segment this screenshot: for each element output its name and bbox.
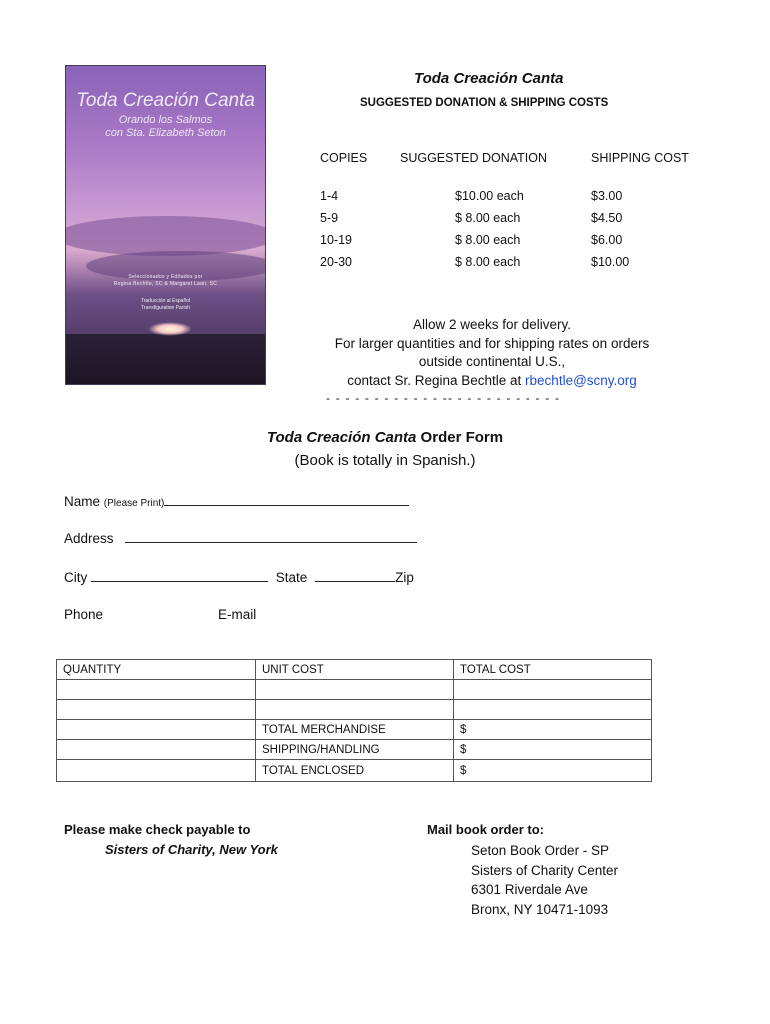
delivery-notes <box>280 316 704 390</box>
total-enclosed-value[interactable]: $ <box>454 760 652 782</box>
city-state-zip-field <box>64 569 414 585</box>
address-line: Bronx, NY 10471-1093 <box>471 901 609 917</box>
payment-payee: Sisters of Charity, New York <box>105 842 278 857</box>
col-header-shipping: SHIPPING COST <box>591 151 689 165</box>
header-unit-cost: UNIT COST <box>256 660 454 680</box>
shipping-handling-label: SHIPPING/HANDLING <box>256 740 454 760</box>
cover-translation <box>66 298 265 312</box>
quantity-cell[interactable] <box>57 760 256 782</box>
email-label: E-mail <box>218 607 257 622</box>
pricing-subtitle: SUGGESTED DONATION & SHIPPING COSTS <box>360 97 609 109</box>
cover-landscape <box>66 334 265 384</box>
city-input-line[interactable] <box>91 569 268 582</box>
cover-title: Toda Creación Canta <box>76 90 255 111</box>
note-line: For larger quantities and for shipping rates on orders <box>334 335 650 351</box>
row-donation: $ 8.00 each <box>455 211 521 225</box>
quantity-cell[interactable] <box>57 740 256 760</box>
phone-label: Phone <box>64 607 104 622</box>
contact-email-link[interactable]: rbechtle@scny.org <box>525 372 637 388</box>
row-copies: 5-9 <box>320 211 339 225</box>
row-donation: $ 8.00 each <box>455 233 521 247</box>
row-donation: $ 8.00 each <box>455 255 521 269</box>
cover-credit-line: Regina Bechtle, SC & Margaret Laan, SC <box>113 281 218 287</box>
address-label: Address <box>64 531 114 546</box>
page-title: Toda Creación Canta <box>414 70 564 87</box>
city-label: City <box>64 570 88 585</box>
header-total-cost: TOTAL COST <box>454 660 652 680</box>
table-header-row <box>57 660 652 680</box>
cover-subtitle-line: Orando los Salmos <box>118 114 213 126</box>
quantity-cell[interactable] <box>57 720 256 740</box>
total-enclosed-label: TOTAL ENCLOSED <box>256 760 454 782</box>
row-shipping: $6.00 <box>591 233 623 247</box>
row-shipping: $10.00 <box>591 255 630 269</box>
address-input-line[interactable] <box>125 530 417 543</box>
separator-dashes: - - - - - - - - - - - - -- - - - - - - - - - - - <box>326 391 561 405</box>
header-quantity: QUANTITY <box>57 660 256 680</box>
row-copies: 1-4 <box>320 189 339 203</box>
table-row <box>57 700 652 720</box>
quantity-cell[interactable] <box>57 700 256 720</box>
cover-credits <box>66 274 265 288</box>
name-field <box>64 493 409 509</box>
row-copies: 10-19 <box>320 233 352 247</box>
address-line: Sisters of Charity Center <box>471 862 619 878</box>
table-row <box>57 740 652 760</box>
cover-credit-line: Traducción al Español <box>140 298 191 304</box>
address-line: 6301 Riverdale Ave <box>471 882 588 897</box>
form-title-rest: Order Form <box>416 429 504 446</box>
payment-label: Please make check payable to <box>64 822 251 837</box>
cover-credit-line: Transfiguration Parish <box>141 305 190 311</box>
mailing-address <box>471 841 618 919</box>
name-input-line[interactable] <box>164 493 409 506</box>
state-input-line[interactable] <box>315 569 395 582</box>
cover-sun <box>148 322 192 336</box>
note-line: Allow 2 weeks for delivery. <box>412 317 572 332</box>
cover-subtitle-line: con Sta. Elizabeth Seton <box>105 127 226 139</box>
table-row <box>57 760 652 782</box>
note-line <box>280 372 704 391</box>
row-shipping: $4.50 <box>591 211 623 225</box>
cover-credit-line: Seleccionados y Editados por <box>128 274 203 280</box>
state-label: State <box>275 570 308 585</box>
row-copies: 20-30 <box>320 255 352 269</box>
table-row <box>57 720 652 740</box>
row-donation: $10.00 each <box>455 189 524 203</box>
total-merchandise-label: TOTAL MERCHANDISE <box>256 720 454 740</box>
col-header-copies: COPIES <box>320 151 368 165</box>
unit-cost-cell[interactable] <box>256 700 454 720</box>
zip-label: Zip <box>395 570 414 585</box>
contact-text: contact Sr. Regina Bechtle at <box>347 372 526 388</box>
note-line: outside continental U.S., <box>418 354 566 369</box>
total-cost-cell[interactable] <box>454 700 652 720</box>
name-hint: (Please Print) <box>103 498 165 509</box>
order-form-subtitle: (Book is totally in Spanish.) <box>294 452 476 469</box>
mail-label: Mail book order to: <box>427 822 544 837</box>
total-merchandise-value[interactable]: $ <box>454 720 652 740</box>
order-form-title <box>0 429 770 446</box>
address-field <box>64 530 417 546</box>
cover-subtitle <box>66 114 265 140</box>
book-cover-image <box>66 66 265 384</box>
col-header-donation: SUGGESTED DONATION <box>400 151 548 165</box>
unit-cost-cell[interactable] <box>256 680 454 700</box>
address-line: Seton Book Order - SP <box>471 843 610 858</box>
row-shipping: $3.00 <box>591 189 623 203</box>
cover-cloud <box>66 216 265 256</box>
shipping-handling-value[interactable]: $ <box>454 740 652 760</box>
total-cost-cell[interactable] <box>454 680 652 700</box>
table-row <box>57 680 652 700</box>
form-title-italic: Toda Creación Canta <box>266 429 417 446</box>
name-label: Name <box>64 494 101 509</box>
quantity-cell[interactable] <box>57 680 256 700</box>
order-table <box>56 659 652 782</box>
